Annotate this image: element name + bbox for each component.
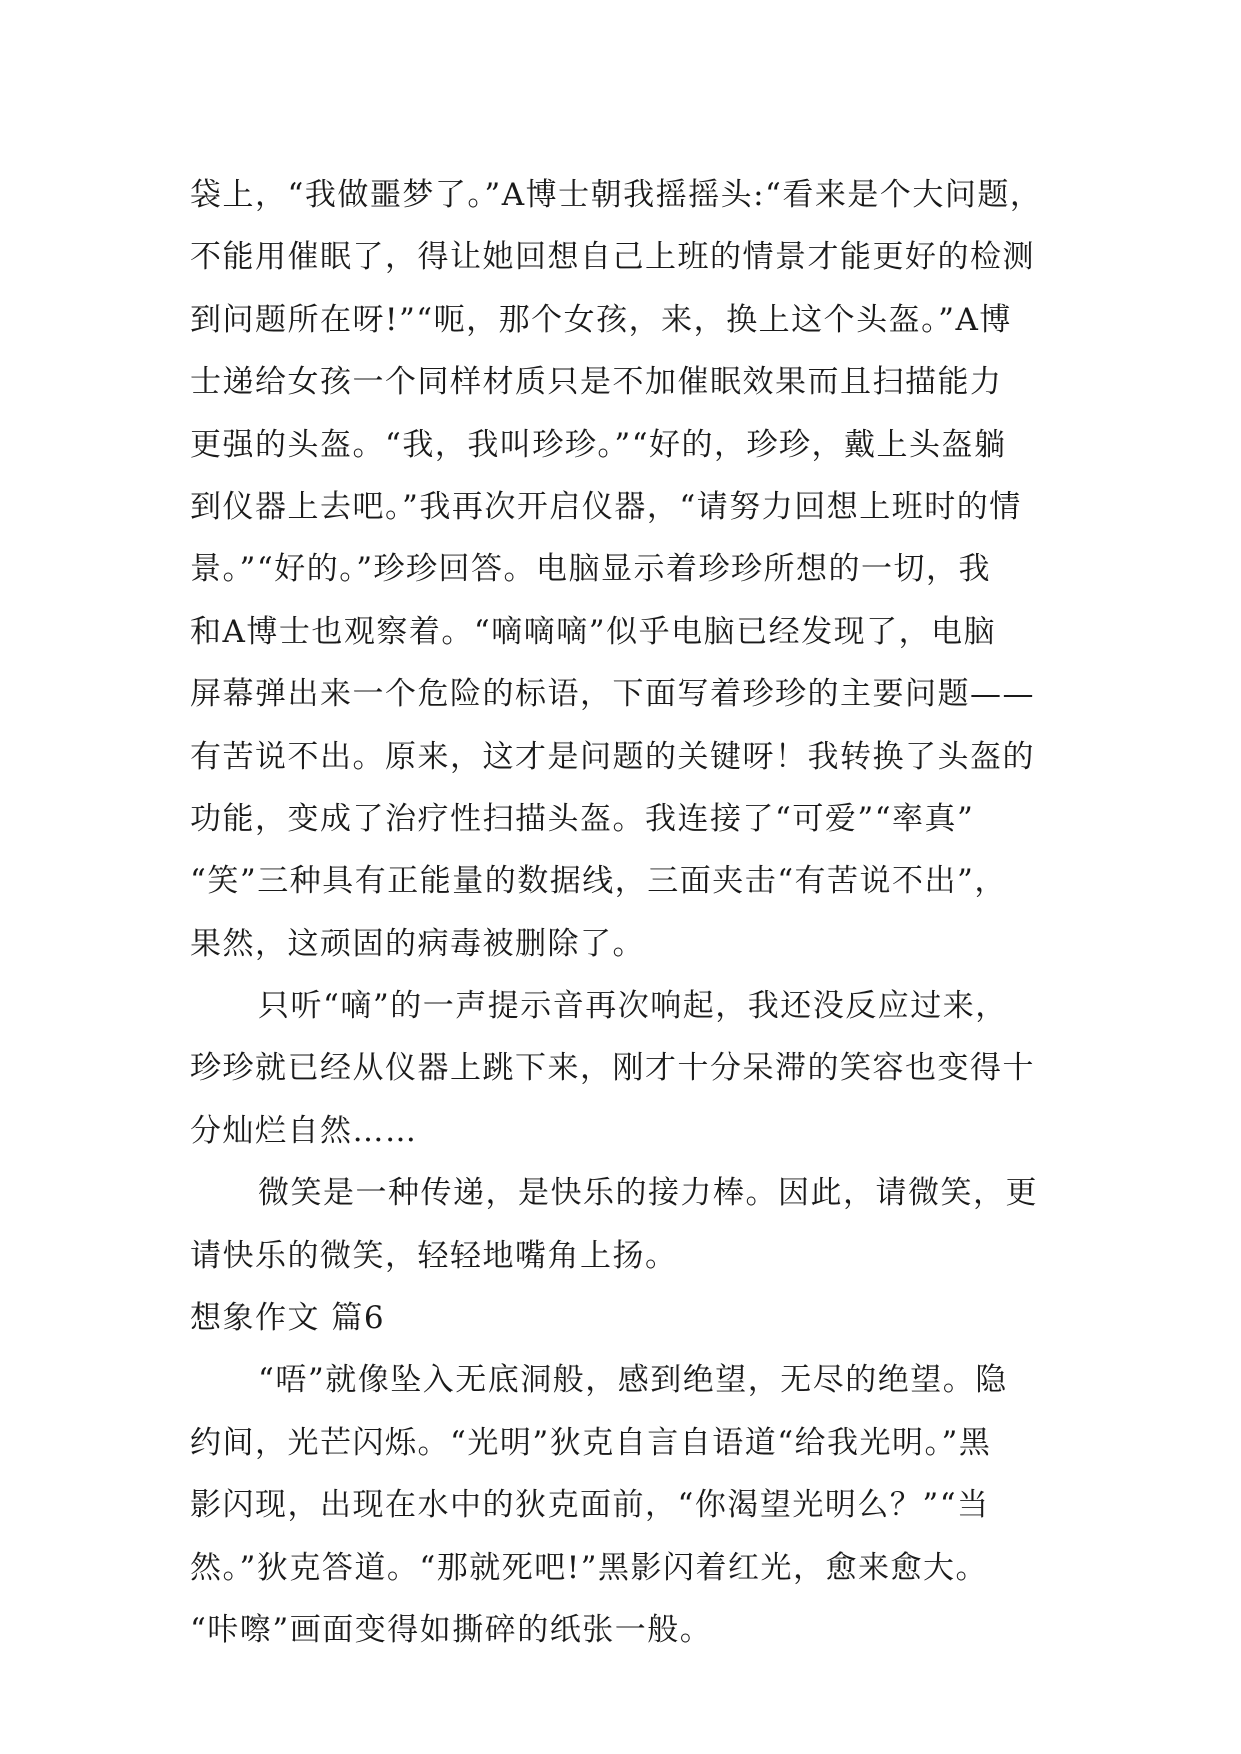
- paragraph-start-line: “唔”就像坠入无底洞般，感到绝望，无尽的绝望。隐: [258, 1362, 1008, 1399]
- text-line: 和A博士也观察着。“嘀嘀嘀”似乎电脑已经发现了，电脑: [190, 613, 997, 650]
- paragraph-start-line: 微笑是一种传递，是快乐的接力棒。因此，请微笑，更: [258, 1175, 1038, 1212]
- text-line: 约间，光芒闪烁。“光明”狄克自言自语道“给我光明。”黑: [190, 1424, 992, 1461]
- text-line: 请快乐的微笑，轻轻地嘴角上扬。: [190, 1237, 678, 1274]
- text-line: 分灿烂自然……: [190, 1112, 418, 1149]
- text-line: 珍珍就已经从仪器上跳下来，刚才十分呆滞的笑容也变得十: [190, 1050, 1035, 1087]
- text-line: 影闪现，出现在水中的狄克面前，“你渴望光明么？”“当: [190, 1487, 990, 1524]
- text-line: 果然，这顽固的病毒被删除了。: [190, 925, 645, 962]
- text-line: 景。”“好的。”珍珍回答。电脑显示着珍珍所想的一切，我: [190, 551, 992, 588]
- paragraph-start-line: 只听“嘀”的一声提示音再次响起，我还没反应过来，: [258, 988, 1008, 1025]
- text-line: 士递给女孩一个同样材质只是不加催眠效果而且扫描能力: [190, 364, 1003, 401]
- text-line: 不能用催眠了，得让她回想自己上班的情景才能更好的检测: [190, 239, 1035, 276]
- text-line: 更强的头盔。“我，我叫珍珍。”“好的，珍珍，戴上头盔躺: [190, 426, 1007, 463]
- text-line: “笑”三种具有正能量的数据线，三面夹击“有苦说不出”，: [190, 863, 1007, 900]
- text-line: 有苦说不出。原来，这才是问题的关键呀！我转换了头盔的: [190, 738, 1035, 775]
- text-line: 屏幕弹出来一个危险的标语，下面写着珍珍的主要问题——: [190, 676, 1035, 713]
- section-heading: 想象作文 篇6: [190, 1300, 386, 1337]
- article-body: [190, 164, 1060, 1661]
- text-line: 到问题所在呀!”“呃，那个女孩，来，换上这个头盔。”A博: [190, 301, 1012, 338]
- text-line: 袋上，“我做噩梦了。”A博士朝我摇摇头:“看来是个大问题，: [190, 177, 1043, 213]
- text-line: “咔嚓”画面变得如撕碎的纸张一般。: [190, 1611, 713, 1648]
- text-line: 然。”狄克答道。“那就死吧!”黑影闪着红光，愈来愈大。: [190, 1549, 988, 1586]
- text-line: 到仪器上去吧。”我再次开启仪器，“请努力回想上班时的情: [190, 488, 1022, 525]
- text-line: 功能，变成了治疗性扫描头盔。我连接了“可爱”“率真”: [190, 800, 975, 837]
